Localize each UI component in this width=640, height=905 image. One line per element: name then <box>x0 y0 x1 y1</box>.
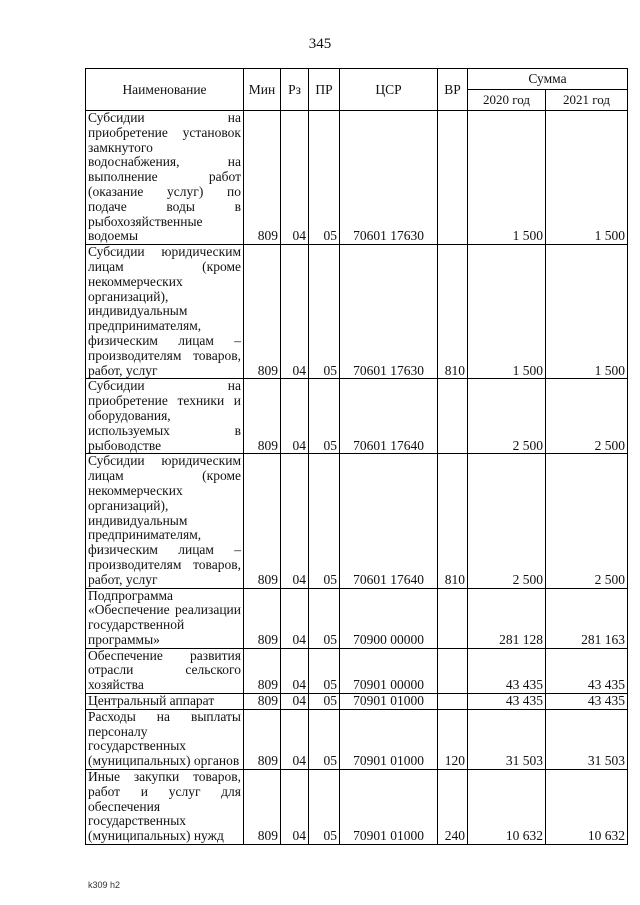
cell-csr: 70601 17640 <box>340 454 438 588</box>
cell-name: Субсидии юридическим лицам (кроме некоммерческих организаций), индивидуальным предпринимателям, физическим лицам – производителям товаров, работ, услуг <box>86 454 244 588</box>
cell-vr: 240 <box>438 770 468 845</box>
cell-rz: 04 <box>281 648 309 693</box>
cell-csr: 70901 00000 <box>340 648 438 693</box>
cell-pr: 05 <box>309 709 340 769</box>
cell-csr: 70900 00000 <box>340 588 438 648</box>
header-rz: Рз <box>281 69 309 111</box>
cell-csr: 70901 01000 <box>340 694 438 710</box>
cell-min: 809 <box>244 379 281 454</box>
cell-vr <box>438 694 468 710</box>
table-row <box>86 709 628 769</box>
table-row <box>86 588 628 648</box>
table-row <box>86 111 628 245</box>
cell-pr: 05 <box>309 379 340 454</box>
table-body <box>86 111 628 845</box>
cell-vr <box>438 379 468 454</box>
table-row <box>86 245 628 379</box>
cell-2021: 1 500 <box>546 111 628 245</box>
cell-min: 809 <box>244 454 281 588</box>
cell-csr: 70601 17640 <box>340 379 438 454</box>
cell-min: 809 <box>244 648 281 693</box>
cell-2020: 2 500 <box>468 379 546 454</box>
cell-name: Центральный аппарат <box>86 694 244 710</box>
header-csr: ЦСР <box>340 69 438 111</box>
cell-csr: 70901 01000 <box>340 709 438 769</box>
cell-csr: 70901 01000 <box>340 770 438 845</box>
cell-vr: 810 <box>438 245 468 379</box>
cell-name: Подпрограмма «Обеспечение реализации государственной программы» <box>86 588 244 648</box>
cell-csr: 70601 17630 <box>340 245 438 379</box>
cell-pr: 05 <box>309 770 340 845</box>
table-row <box>86 454 628 588</box>
cell-2021: 2 500 <box>546 379 628 454</box>
header-vr: ВР <box>438 69 468 111</box>
cell-2020: 1 500 <box>468 245 546 379</box>
header-pr: ПР <box>309 69 340 111</box>
cell-2021: 31 503 <box>546 709 628 769</box>
cell-2021: 2 500 <box>546 454 628 588</box>
cell-2021: 10 632 <box>546 770 628 845</box>
cell-2020: 43 435 <box>468 694 546 710</box>
header-sum: Сумма <box>468 69 628 90</box>
header-year-2021: 2021 год <box>546 90 628 111</box>
cell-vr <box>438 648 468 693</box>
cell-pr: 05 <box>309 245 340 379</box>
cell-rz: 04 <box>281 770 309 845</box>
cell-rz: 04 <box>281 588 309 648</box>
cell-vr: 120 <box>438 709 468 769</box>
cell-name: Расходы на выплаты персоналу государственных (муниципальных) органов <box>86 709 244 769</box>
cell-name: Субсидии на приобретение техники и оборудования, используемых в рыбоводстве <box>86 379 244 454</box>
cell-csr: 70601 17630 <box>340 111 438 245</box>
cell-2020: 43 435 <box>468 648 546 693</box>
page-number: 345 <box>308 36 332 52</box>
footer-code: k309 h2 <box>88 880 121 890</box>
table-row <box>86 694 628 710</box>
cell-vr <box>438 588 468 648</box>
cell-name: Субсидии юридическим лицам (кроме некоммерческих организаций), индивидуальным предпринимателям, физическим лицам – производителям товаров, работ, услуг <box>86 245 244 379</box>
cell-2020: 1 500 <box>468 111 546 245</box>
cell-2020: 2 500 <box>468 454 546 588</box>
cell-pr: 05 <box>309 588 340 648</box>
table-row <box>86 648 628 693</box>
cell-rz: 04 <box>281 694 309 710</box>
cell-rz: 04 <box>281 709 309 769</box>
cell-rz: 04 <box>281 454 309 588</box>
cell-pr: 05 <box>309 454 340 588</box>
cell-rz: 04 <box>281 245 309 379</box>
cell-2020: 10 632 <box>468 770 546 845</box>
table-row <box>86 770 628 845</box>
cell-rz: 04 <box>281 111 309 245</box>
cell-2021: 43 435 <box>546 694 628 710</box>
cell-min: 809 <box>244 770 281 845</box>
header-year-2020: 2020 год <box>468 90 546 111</box>
cell-pr: 05 <box>309 694 340 710</box>
cell-min: 809 <box>244 588 281 648</box>
cell-2020: 31 503 <box>468 709 546 769</box>
cell-rz: 04 <box>281 379 309 454</box>
cell-min: 809 <box>244 709 281 769</box>
header-row <box>86 69 628 90</box>
cell-name: Субсидии на приобретение установок замкнутого водоснабжения, на выполнение работ (оказание услуг) по подаче воды в рыбохозяйственные водоемы <box>86 111 244 245</box>
cell-pr: 05 <box>309 111 340 245</box>
cell-pr: 05 <box>309 648 340 693</box>
cell-vr <box>438 111 468 245</box>
header-min: Мин <box>244 69 281 111</box>
cell-min: 809 <box>244 694 281 710</box>
cell-name: Иные закупки товаров, работ и услуг для обеспечения государственных (муниципальных) нужд <box>86 770 244 845</box>
header-name: Наименование <box>86 69 244 111</box>
budget-table <box>85 68 628 845</box>
cell-vr: 810 <box>438 454 468 588</box>
cell-2021: 43 435 <box>546 648 628 693</box>
cell-2021: 281 163 <box>546 588 628 648</box>
cell-min: 809 <box>244 245 281 379</box>
cell-name: Обеспечение развития отрасли сельского хозяйства <box>86 648 244 693</box>
cell-2021: 1 500 <box>546 245 628 379</box>
cell-2020: 281 128 <box>468 588 546 648</box>
cell-min: 809 <box>244 111 281 245</box>
table-row <box>86 379 628 454</box>
